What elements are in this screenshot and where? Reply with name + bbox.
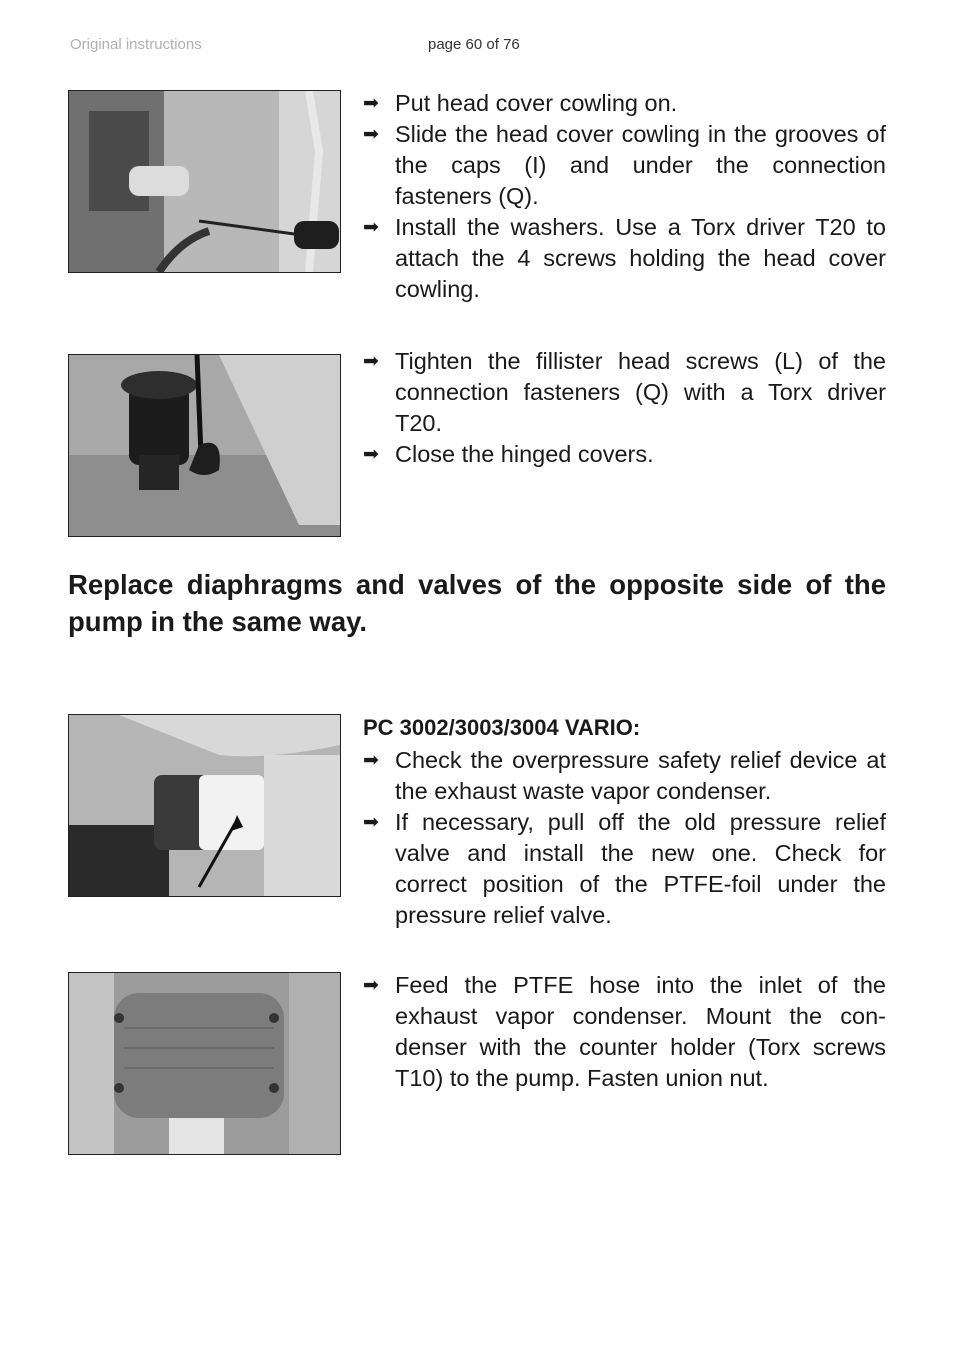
right-arrow-icon: ➡ <box>363 124 379 145</box>
photo-head-cover-cowling <box>68 90 341 273</box>
list-item: ➡ Slide the head cover cowling in the grooves of the caps (I) and under the connection fasteners (Q). <box>363 121 886 209</box>
list-item: ➡ Tighten the fillister head screws (L) of the connection fasteners (Q) with a Torx driver T20. <box>363 348 886 436</box>
right-arrow-icon: ➡ <box>363 812 379 833</box>
photo-exhaust-condenser-mount <box>68 972 341 1155</box>
list-item: ➡ Check the overpressure safety relief device at the exhaust waste vapor condenser. <box>363 747 886 804</box>
section-heading: Replace diaphragms and valves of the opposite side of the pump in the same way. <box>68 569 886 637</box>
header-document-label: Original instructions <box>70 36 202 53</box>
instructions-section-4 <box>363 970 886 1094</box>
model-subheading: PC 3002/3003/3004 VARIO: <box>363 715 641 740</box>
list-item: ➡ Feed the PTFE hose into the inlet of the exhaust vapor condenser. Mount the con-denser with the counter holder (Torx screws T10) to the pump. Fasten union nut. <box>363 972 886 1091</box>
right-arrow-icon: ➡ <box>363 351 379 372</box>
list-item: ➡ Close the hinged covers. <box>363 439 886 470</box>
instructions-section-2 <box>363 346 886 470</box>
header-page-number: page 60 of 76 <box>428 36 520 53</box>
list-item: ➡ If necessary, pull off the old pressure relief valve and install the new one. Check for correct position of the PTFE-foil under the pressure relief valve. <box>363 809 886 928</box>
right-arrow-icon: ➡ <box>363 93 379 114</box>
photo-fillister-screws <box>68 354 341 537</box>
instructions-section-1 <box>363 88 886 305</box>
list-item: ➡ Install the washers. Use a Torx driver T20 to attach the 4 screws holding the head cover cowling. <box>363 214 886 302</box>
right-arrow-icon: ➡ <box>363 217 379 238</box>
right-arrow-icon: ➡ <box>363 444 379 465</box>
right-arrow-icon: ➡ <box>363 750 379 771</box>
right-arrow-icon: ➡ <box>363 975 379 996</box>
photo-pressure-relief-valve <box>68 714 341 897</box>
instructions-section-3 <box>363 712 886 931</box>
list-item: ➡ Put head cover cowling on. <box>363 88 886 119</box>
